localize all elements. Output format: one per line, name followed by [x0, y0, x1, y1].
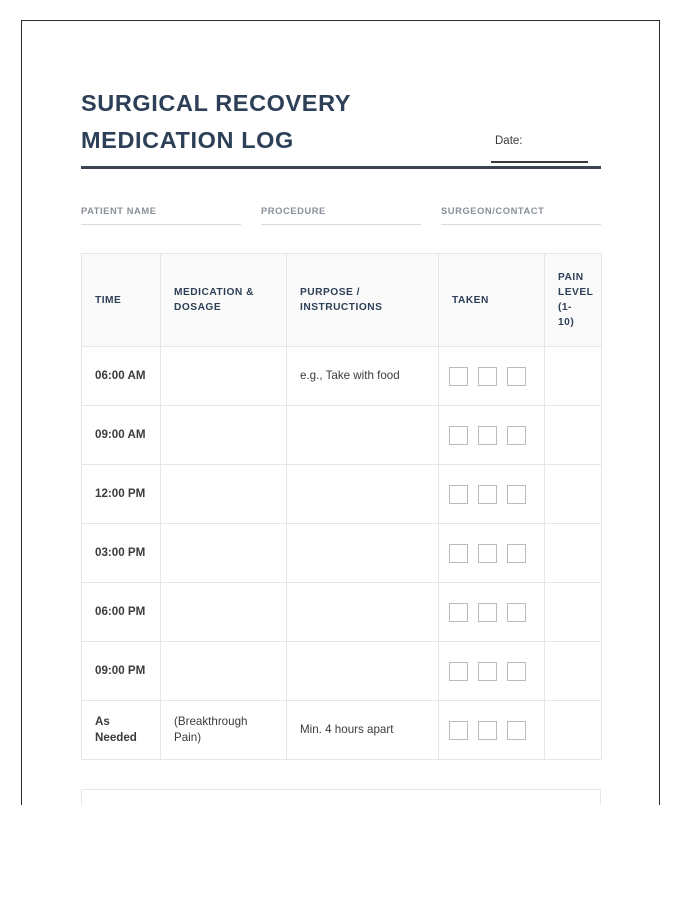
cell-taken — [439, 583, 545, 642]
field-label-surgeon-contact: SURGEON/CONTACT — [441, 205, 545, 216]
cell-purpose[interactable] — [287, 642, 439, 701]
taken-checkbox[interactable] — [507, 603, 526, 622]
taken-checkbox[interactable] — [449, 426, 468, 445]
cell-time: 06:00 PM — [82, 583, 161, 642]
document-sheet — [21, 20, 660, 805]
cell-time: 12:00 PM — [82, 465, 161, 524]
table-header-row — [82, 254, 602, 347]
column-header-pain-level: PAIN LEVEL (1-10) — [545, 254, 602, 347]
taken-checkbox[interactable] — [507, 662, 526, 681]
field-label-procedure: PROCEDURE — [261, 205, 326, 216]
taken-checkbox[interactable] — [478, 544, 497, 563]
taken-checkbox[interactable] — [449, 544, 468, 563]
taken-checkbox-group — [449, 544, 544, 563]
table-header — [82, 254, 602, 347]
taken-checkbox-group — [449, 721, 544, 740]
medication-log-table — [81, 253, 602, 760]
surgeon-contact-input[interactable] — [441, 224, 601, 225]
cell-taken — [439, 642, 545, 701]
date-input-line[interactable] — [491, 161, 588, 163]
column-header-medication-dosage: MEDICATION & DOSAGE — [161, 254, 287, 347]
patient-info-fields — [81, 205, 601, 225]
taken-checkbox[interactable] — [507, 426, 526, 445]
table-row — [82, 524, 602, 583]
taken-checkbox[interactable] — [478, 603, 497, 622]
cell-pain-level[interactable] — [545, 642, 602, 701]
cell-pain-level[interactable] — [545, 347, 602, 406]
cell-purpose[interactable]: e.g., Take with food — [287, 347, 439, 406]
table-row — [82, 642, 602, 701]
taken-checkbox[interactable] — [478, 721, 497, 740]
taken-checkbox[interactable] — [507, 544, 526, 563]
cell-time: 09:00 AM — [82, 406, 161, 465]
patient-name-input[interactable] — [81, 224, 241, 225]
cell-pain-level[interactable] — [545, 465, 602, 524]
cell-purpose[interactable] — [287, 583, 439, 642]
field-surgeon-contact — [441, 205, 601, 225]
table-row — [82, 465, 602, 524]
taken-checkbox[interactable] — [507, 485, 526, 504]
notes-box[interactable] — [81, 789, 601, 805]
cell-medication[interactable] — [161, 642, 287, 701]
field-label-patient-name: PATIENT NAME — [81, 205, 157, 216]
cell-pain-level[interactable] — [545, 524, 602, 583]
title-divider — [81, 166, 601, 169]
taken-checkbox-group — [449, 485, 544, 504]
taken-checkbox-group — [449, 662, 544, 681]
cell-time: 03:00 PM — [82, 524, 161, 583]
cell-purpose[interactable] — [287, 465, 439, 524]
page-title — [81, 85, 411, 159]
taken-checkbox[interactable] — [449, 721, 468, 740]
cell-medication[interactable]: (Breakthrough Pain) — [161, 701, 287, 760]
taken-checkbox[interactable] — [478, 426, 497, 445]
taken-checkbox[interactable] — [449, 485, 468, 504]
cell-taken — [439, 524, 545, 583]
cell-taken — [439, 465, 545, 524]
cell-purpose[interactable] — [287, 406, 439, 465]
cell-taken — [439, 347, 545, 406]
field-patient-name — [81, 205, 241, 225]
cell-purpose[interactable] — [287, 524, 439, 583]
cell-medication[interactable] — [161, 583, 287, 642]
cell-taken — [439, 406, 545, 465]
taken-checkbox[interactable] — [478, 367, 497, 386]
table-row — [82, 406, 602, 465]
page-title-line1: SURGICAL RECOVERY — [81, 90, 352, 116]
cell-medication[interactable] — [161, 347, 287, 406]
taken-checkbox-group — [449, 603, 544, 622]
table-body — [82, 347, 602, 760]
table-row — [82, 701, 602, 760]
column-header-purpose-instructions: PURPOSE / INSTRUCTIONS — [287, 254, 439, 347]
taken-checkbox[interactable] — [507, 721, 526, 740]
cell-taken — [439, 701, 545, 760]
cell-purpose[interactable]: Min. 4 hours apart — [287, 701, 439, 760]
taken-checkbox[interactable] — [478, 662, 497, 681]
taken-checkbox[interactable] — [449, 603, 468, 622]
cell-medication[interactable] — [161, 406, 287, 465]
date-group — [491, 135, 601, 163]
cell-pain-level[interactable] — [545, 701, 602, 760]
date-label: Date: — [495, 135, 523, 147]
field-procedure — [261, 205, 421, 225]
taken-checkbox[interactable] — [449, 662, 468, 681]
taken-checkbox[interactable] — [449, 367, 468, 386]
cell-time: 09:00 PM — [82, 642, 161, 701]
taken-checkbox-group — [449, 367, 544, 386]
cell-medication[interactable] — [161, 465, 287, 524]
table-row — [82, 347, 602, 406]
column-header-time: TIME — [82, 254, 161, 347]
cell-time: 06:00 AM — [82, 347, 161, 406]
cell-pain-level[interactable] — [545, 583, 602, 642]
title-block — [81, 85, 601, 159]
procedure-input[interactable] — [261, 224, 421, 225]
page-title-line2: MEDICATION LOG — [81, 127, 294, 153]
cell-medication[interactable] — [161, 524, 287, 583]
taken-checkbox[interactable] — [478, 485, 497, 504]
taken-checkbox[interactable] — [507, 367, 526, 386]
table-row — [82, 583, 602, 642]
cell-time: As Needed — [82, 701, 161, 760]
column-header-taken: TAKEN — [439, 254, 545, 347]
taken-checkbox-group — [449, 426, 544, 445]
cell-pain-level[interactable] — [545, 406, 602, 465]
